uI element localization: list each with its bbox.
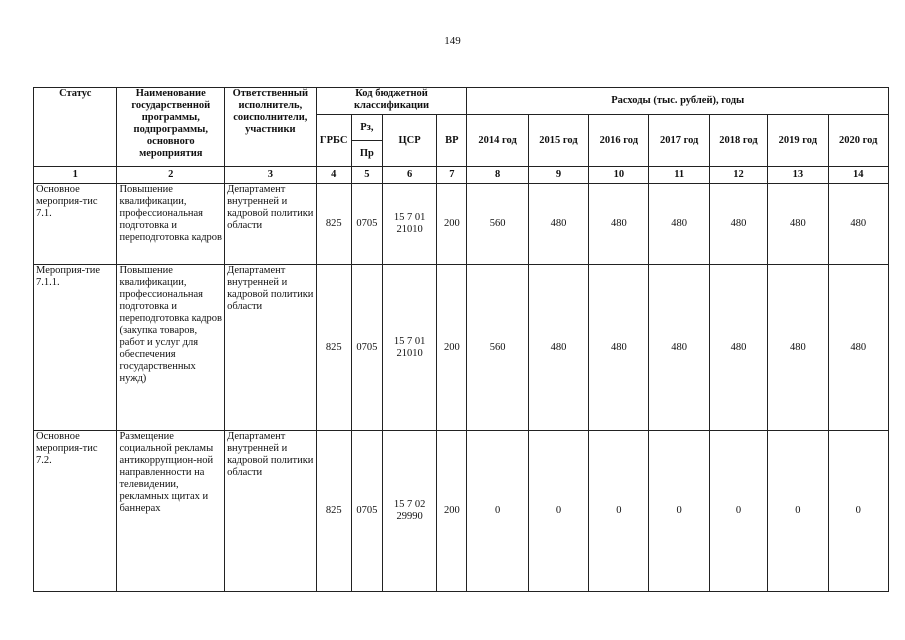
header-pr: Пр (351, 141, 382, 167)
column-number: 12 (709, 167, 767, 184)
column-number: 11 (649, 167, 709, 184)
header-year-2017: 2017 год (649, 115, 709, 167)
table-row (34, 265, 889, 431)
header-responsible: Ответственный исполнитель, соисполнители, участники (225, 88, 317, 167)
header-budget-code: Код бюджетной классификации (316, 88, 467, 115)
row-status: Основное мероприя-тис 7.1. (34, 184, 117, 265)
row-value-2015: 480 (528, 184, 588, 265)
table-row (34, 431, 889, 592)
row-grbs: 825 (316, 184, 351, 265)
row-name: Повышение квалификации, профессиональная подготовка и переподготовка кадров (117, 184, 225, 265)
row-value-2019: 480 (768, 265, 828, 431)
column-number: 13 (768, 167, 828, 184)
column-number-row (34, 167, 889, 184)
column-number: 14 (828, 167, 889, 184)
row-vr: 200 (437, 265, 467, 431)
row-status: Основное мероприя-тис 7.2. (34, 431, 117, 592)
header-year-2018: 2018 год (709, 115, 767, 167)
row-grbs: 825 (316, 265, 351, 431)
row-vr: 200 (437, 184, 467, 265)
row-value-2018: 480 (709, 265, 767, 431)
column-number: 4 (316, 167, 351, 184)
row-name: Повышение квалификации, профессиональная подготовка и переподготовка кадров (закупка товаров, работ и услуг для обеспечения государственных нужд) (117, 265, 225, 431)
row-rzpr: 0705 (351, 431, 382, 592)
table-row (34, 184, 889, 265)
header-year-2015: 2015 год (528, 115, 588, 167)
column-number: 3 (225, 167, 317, 184)
row-value-2017: 480 (649, 265, 709, 431)
row-value-2014: 560 (467, 265, 528, 431)
budget-table (33, 87, 889, 592)
row-responsible: Департамент внутренней и кадровой политики области (225, 431, 317, 592)
row-responsible: Департамент внутренней и кадровой политики области (225, 184, 317, 265)
header-rz: Рз, (351, 115, 382, 141)
row-rzpr: 0705 (351, 265, 382, 431)
header-vr: ВР (437, 115, 467, 167)
row-value-2014: 560 (467, 184, 528, 265)
header-grbs: ГРБС (316, 115, 351, 167)
column-number: 7 (437, 167, 467, 184)
header-year-2014: 2014 год (467, 115, 528, 167)
row-value-2015: 480 (528, 265, 588, 431)
row-csr: 15 7 01 21010 (382, 265, 436, 431)
column-number: 5 (351, 167, 382, 184)
header-row-1 (34, 88, 889, 115)
row-name: Размещение социальной рекламы антикоррупцион-ной направленности на телевидении, рекламных щитах и баннерах (117, 431, 225, 592)
row-value-2017: 0 (649, 431, 709, 592)
row-value-2017: 480 (649, 184, 709, 265)
row-value-2016: 480 (589, 265, 649, 431)
row-value-2016: 480 (589, 184, 649, 265)
column-number: 9 (528, 167, 588, 184)
row-value-2016: 0 (589, 431, 649, 592)
row-value-2018: 480 (709, 184, 767, 265)
header-csr: ЦСР (382, 115, 436, 167)
row-value-2020: 480 (828, 265, 889, 431)
row-status: Мероприя-тие 7.1.1. (34, 265, 117, 431)
column-number: 1 (34, 167, 117, 184)
header-year-2016: 2016 год (589, 115, 649, 167)
header-year-2020: 2020 год (828, 115, 889, 167)
column-number: 8 (467, 167, 528, 184)
row-value-2019: 480 (768, 184, 828, 265)
row-vr: 200 (437, 431, 467, 592)
row-responsible: Департамент внутренней и кадровой политики области (225, 265, 317, 431)
row-value-2015: 0 (528, 431, 588, 592)
row-value-2018: 0 (709, 431, 767, 592)
column-number: 10 (589, 167, 649, 184)
row-grbs: 825 (316, 431, 351, 592)
row-value-2020: 0 (828, 431, 889, 592)
header-name: Наименование государственной программы, подпрограммы, основного мероприятия (117, 88, 225, 167)
row-csr: 15 7 01 21010 (382, 184, 436, 265)
row-rzpr: 0705 (351, 184, 382, 265)
header-year-2019: 2019 год (768, 115, 828, 167)
column-number: 2 (117, 167, 225, 184)
row-value-2014: 0 (467, 431, 528, 592)
header-expenses: Расходы (тыс. рублей), годы (467, 88, 889, 115)
page-number: 149 (444, 35, 461, 47)
column-number: 6 (382, 167, 436, 184)
header-status: Статус (34, 88, 117, 167)
row-value-2019: 0 (768, 431, 828, 592)
row-csr: 15 7 02 29990 (382, 431, 436, 592)
row-value-2020: 480 (828, 184, 889, 265)
